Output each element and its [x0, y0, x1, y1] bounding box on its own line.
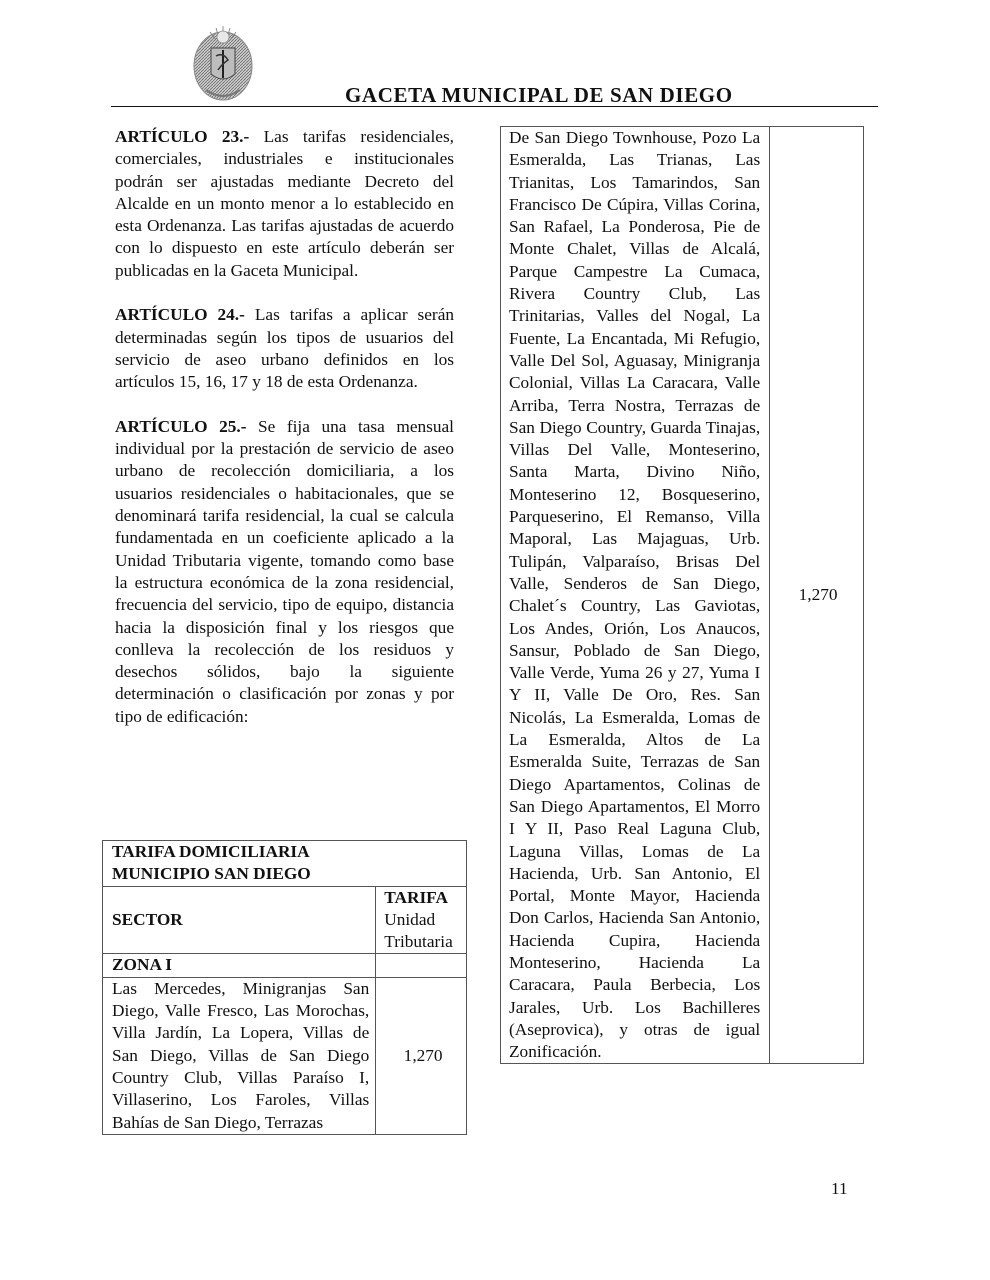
article-body: Las tarifas residenciales, comerciales, industriales e institucionales podrán ser ajustadas mediante Decreto del Alcalde en un monto menor a lo establecido en esta Ordenanza. Las tarifas ajustadas de acuerdo con lo dispuesto en este artículo deberán ser publicadas en la Gaceta Municipal.	[115, 127, 454, 280]
tarifa-value: 1,270	[376, 977, 467, 1134]
tariff-table-part-1	[102, 840, 467, 1135]
article-heading: ARTÍCULO 24.-	[115, 305, 245, 325]
table-row	[501, 127, 864, 1064]
column-header-tarifa: TARIFA Unidad Tributaria	[376, 886, 467, 954]
article-25	[115, 416, 454, 728]
table-row	[103, 977, 467, 1134]
article-heading: ARTÍCULO 23.-	[115, 127, 250, 146]
municipal-crest-icon	[192, 24, 254, 102]
article-24	[115, 304, 454, 393]
zone-label: ZONA I	[103, 954, 376, 977]
header-divider	[111, 106, 878, 107]
tariff-table-part-2	[500, 126, 864, 1064]
article-23	[115, 126, 454, 282]
table-title-row	[103, 841, 467, 887]
sector-list: De San Diego Townhouse, Pozo La Esmeralda, Las Trianas, Las Trianitas, Los Tamarindos, San Francisco De Cúpira, Villas Corina, San Rafael, La Ponderosa, Pie de Monte Chalet, Villas de Alcalá, Parque Campestre La Cumaca, Rivera Country Club, Las Trinitarias, Valles del Nogal, La Fuente, La Encantada, Mi Refugio, Valle Del Sol, Aguasay, Minigranja Colonial, Villas La Caracara, Valle Arriba, Terra Nostra, Terrazas de San Diego Country, Guarda Tinajas, Villas Del Valle, Monteserino, Santa Marta, Divino Niño, Monteserino 12, Bosqueserino, Parqueserino, El Remanso, Villa Maporal, Las Majaguas, Urb. Tulipán, Valparaíso, Brisas Del Valle, Senderos de San Diego, Chalet´s Country, Las Gaviotas, Los Andes, Orión, Los Anaucos, Sansur, Poblado de San Diego, Valle Verde, Yuma 26 y 27, Yuma I Y II, Valle De Oro, Res. San Nicolás, La Esmeralda, Lomas de La Esmeralda, Altos de La Esmeralda Suite, Terrazas de San Diego Apartamentos, Colinas de San Diego Apartamentos, El Morro I Y II, Paso Real Laguna Club, Laguna Villas, Lomas de La Hacienda, Urb. San Antonio, El Portal, Monte Mayor, Hacienda Don Carlos, Hacienda San Antonio, Hacienda Cupira, Hacienda Monteserino, Hacienda La Caracara, Paula Berbecia, Los Jarales, Urb. Los Bachilleres (Aseprovica), y otras de igual Zonificación.	[501, 127, 770, 1064]
table-title: TARIFA DOMICILIARIA MUNICIPIO SAN DIEGO	[103, 841, 467, 887]
gazette-title: GACETA MUNICIPAL DE SAN DIEGO	[345, 83, 733, 107]
table-header-row	[103, 886, 467, 954]
articles-column	[115, 126, 454, 750]
zone-row	[103, 954, 467, 977]
tarifa-value: 1,270	[770, 127, 864, 1064]
sector-list: Las Mercedes, Minigranjas San Diego, Valle Fresco, Las Morochas, Villa Jardín, La Lopera, Villas de San Diego, Villas de San Diego Country Club, Villas Paraíso I, Villaserino, Los Faroles, Villas Bahías de San Diego, Terrazas	[103, 977, 376, 1134]
article-body: Se fija una tasa mensual individual por la prestación de servicio de aseo urbano de recolección domiciliaria, a los usuarios residenciales o habitacionales, que se denominará tarifa residencial, la cual se calcula fundamentada en un coeficiente aplicado a la Unidad Tributaria vigente, tomando como base la estructura económica de la zona residencial, frecuencia del servicio, tipo de equipo, distancia hacia la disposición final y los riesgos que conlleva la recolección de los residuos y desechos sólidos, bajo la siguiente determinación o clasificación por zonas y por tipo de edificación:	[115, 416, 454, 726]
page-number: 11	[831, 1179, 848, 1198]
column-header-sector: SECTOR	[103, 886, 376, 954]
article-body: Las tarifas a aplicar serán determinadas según los tipos de usuarios del servicio de aseo urbano definidos en los artículos 15, 16, 17 y 18 de esta Ordenanza.	[115, 305, 455, 392]
zone-tarifa	[376, 954, 467, 977]
article-heading: ARTÍCULO 25.-	[115, 416, 247, 436]
